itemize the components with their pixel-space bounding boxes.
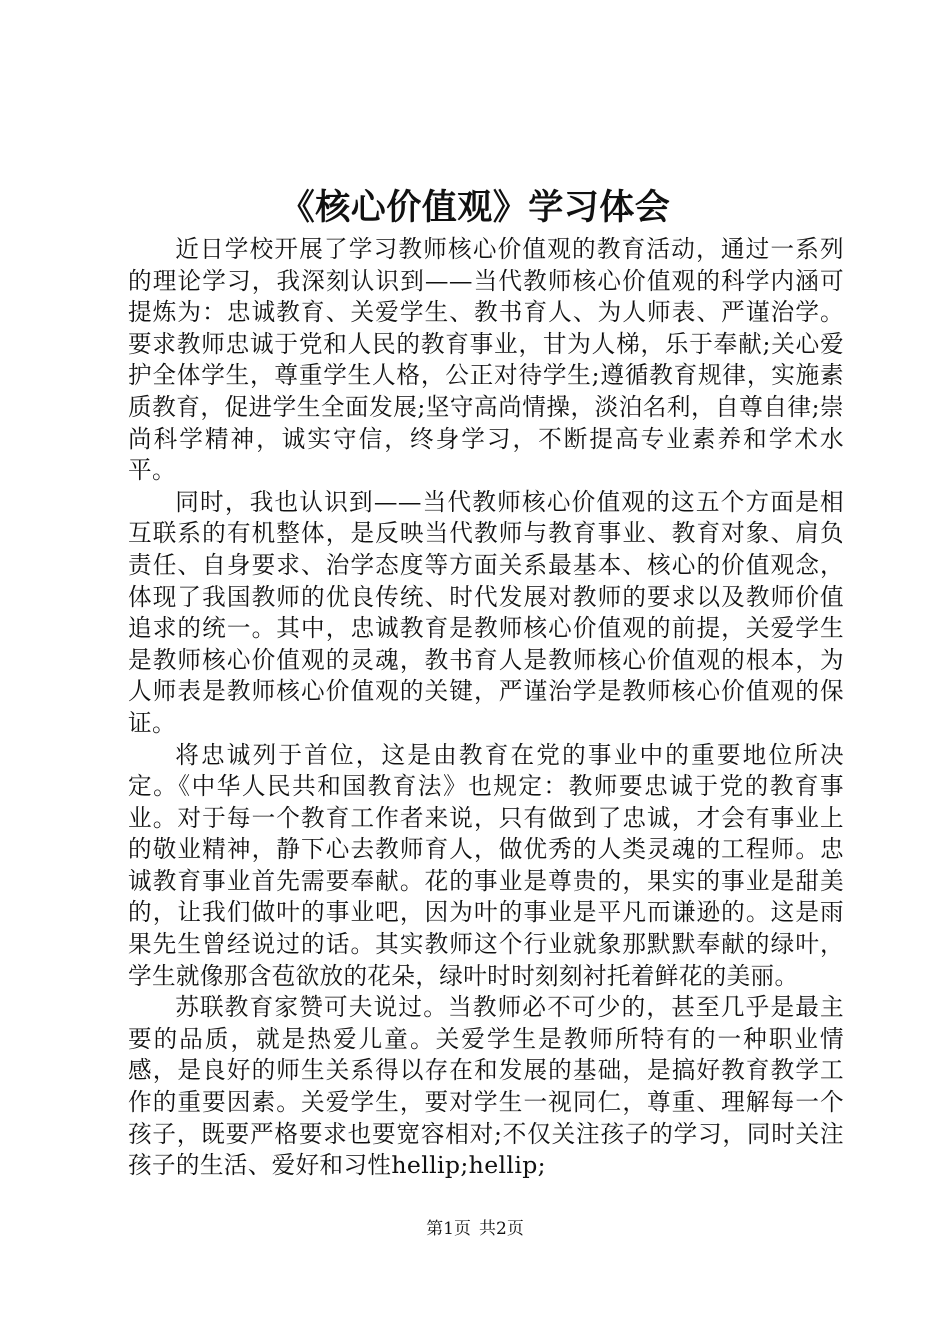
document-body <box>128 234 844 1182</box>
paragraph-2: 同时，我也认识到——当代教师核心价值观的这五个方面是相互联系的有机整体，是反映当代教师与教育事业、教育对象、肩负责任、自身要求、治学态度等方面关系最基本、核心的价值观念，体现了我国教师的优良传统、时代发展对教师的要求以及教师价值追求的统一。其中，忠诚教育是教师核心价值观的前提，关爱学生是教师核心价值观的灵魂，教书育人是教师核心价值观的根本，为人师表是教师核心价值观的关键，严谨治学是教师核心价值观的保证。 <box>128 487 844 737</box>
paragraph-4: 苏联教育家赞可夫说过。当教师必不可少的，甚至几乎是最主要的品质，就是热爱儿童。关爱学生是教师所特有的一种职业情感，是良好的师生关系得以存在和发展的基础，是搞好教育教学工作的重要因素。关爱学生，要对学生一视同仁，尊重、理解每一个孩子，既要严格要求也要宽容相对;不仅关注孩子的学习，同时关注孩子的生活、爱好和习性hellip;hellip; <box>128 993 844 1180</box>
paragraph-1: 近日学校开展了学习教师核心价值观的教育活动，通过一系列的理论学习，我深刻认识到——当代教师核心价值观的科学内涵可提炼为：忠诚教育、关爱学生、教书育人、为人师表、严谨治学。要求教师忠诚于党和人民的教育事业，甘为人梯，乐于奉献;关心爱护全体学生，尊重学生人格，公正对待学生;遵循教育规律，实施素质教育，促进学生全面发展;坚守高尚情操，淡泊名利，自尊自律;崇尚科学精神，诚实守信，终身学习，不断提高专业素养和学术水平。 <box>128 235 844 485</box>
page-number: 第1页 <box>426 1219 471 1239</box>
paragraph-3: 将忠诚列于首位，这是由教育在党的事业中的重要地位所决定。《中华人民共和国教育法》也规定：教师要忠诚于党的教育事业。对于每一个教育工作者来说，只有做到了忠诚，才会有事业上的敬业精神，静下心去教师育人，做优秀的人类灵魂的工程师。忠诚教育事业首先需要奉献。花的事业是尊贵的，果实的事业是甜美的，让我们做叶的事业吧，因为叶的事业是平凡而谦逊的。这是雨果先生曾经说过的话。其实教师这个行业就象那默默奉献的绿叶，学生就像那含苞欲放的花朵，绿叶时时刻刻衬托着鲜花的美丽。 <box>128 740 844 990</box>
page-footer <box>0 1217 950 1241</box>
document-title: 《核心价值观》学习体会 <box>279 187 671 228</box>
page-total: 共2页 <box>479 1219 524 1239</box>
